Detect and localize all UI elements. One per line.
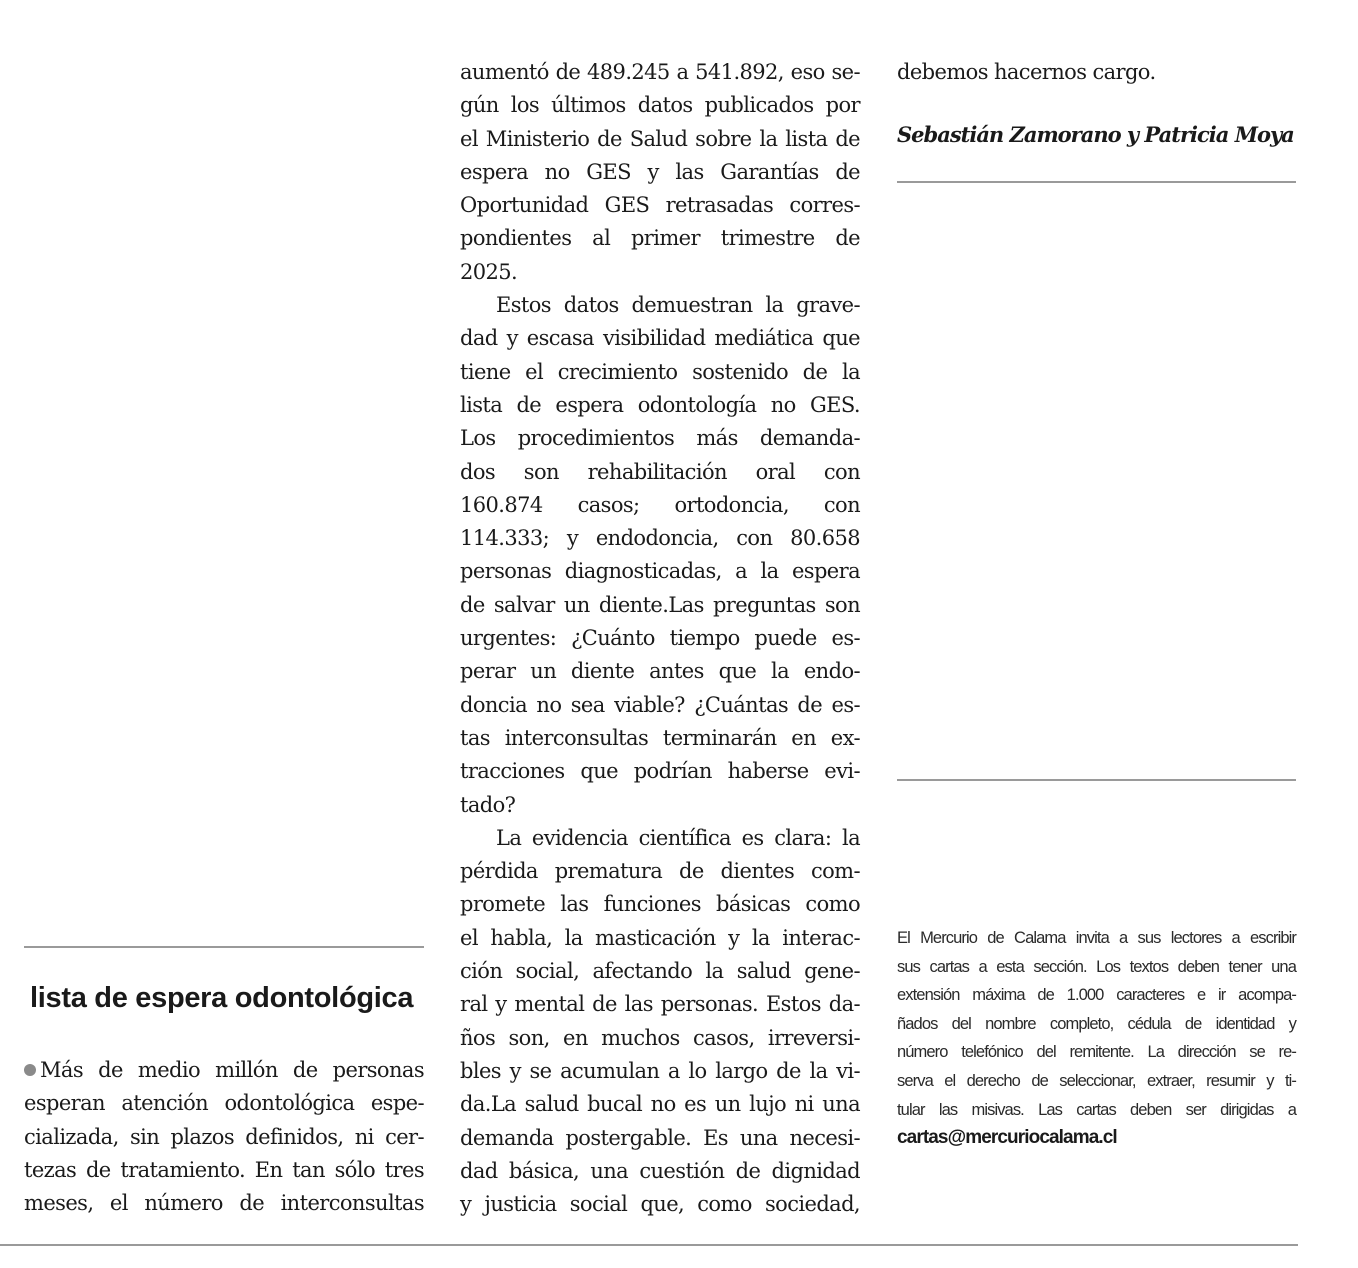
text-line: aumentó de 489.245 a 541.892, eso se- (460, 60, 860, 84)
text-line: ral y mental de las personas. Estos da- (460, 992, 860, 1017)
text-line: da.La salud bucal no es un lujo ni una (460, 1092, 860, 1117)
text-line: 114.333; y endodoncia, con 80.658 (460, 526, 860, 551)
text-line: ños son, en muchos casos, irreversi- (460, 1025, 860, 1050)
page-bottom-divider (0, 1244, 1298, 1246)
text-line: Estos datos demuestran la grave- (496, 293, 860, 318)
text-line: Los procedimientos más demanda- (460, 426, 860, 451)
article-lede (24, 1054, 424, 1220)
text-line: el habla, la masticación y la interac- (460, 925, 860, 950)
text-line: La evidencia científica es clara: la (496, 825, 860, 850)
paragraph-2 (460, 289, 860, 822)
text-line: espera no GES y las Garantías de (460, 159, 860, 184)
left-column-divider (24, 946, 424, 948)
text-line: lista de espera odontología no GES. (460, 392, 860, 417)
text-line: gún los últimos datos publicados por (460, 93, 860, 118)
article-headline: lista de espera odontológica (30, 982, 414, 1014)
paragraph-1 (460, 56, 860, 289)
text-line: promete las funciones básicas como (460, 892, 860, 917)
notice-line: sus cartas a esta sección. Los textos deben tener una (897, 957, 1296, 976)
article-signature: Sebastián Zamorano y Patricia Moya (897, 122, 1294, 147)
text-line: urgentes: ¿Cuánto tiempo puede es- (460, 626, 860, 651)
paragraph-3 (460, 822, 860, 1222)
text-line: tiene el crecimiento sostenido de la (460, 359, 860, 384)
signature-divider (897, 181, 1296, 183)
text-line: dad y escasa visibilidad mediática que (460, 326, 860, 351)
text-line: pondientes al primer trimestre de (460, 226, 860, 251)
text-line: de salvar un diente.Las preguntas son (460, 592, 860, 617)
notice-line: tular las misivas. Las cartas deben ser dirigidas a (897, 1100, 1296, 1119)
text-line: tracciones que podrían haberse evi- (460, 759, 860, 784)
text-line: ción social, afectando la salud gene- (460, 959, 860, 984)
text-line: 160.874 casos; ortodoncia, con (460, 492, 860, 517)
text-line: Oportunidad GES retrasadas corres- (460, 193, 860, 218)
lede-line: meses, el número de interconsultas (24, 1191, 424, 1216)
text-line: 2025. (460, 259, 518, 284)
notice-email-link[interactable]: cartas@mercuriocalama.cl (897, 1127, 1117, 1149)
text-line: tado? (460, 792, 516, 817)
text-line: dad básica, una cuestión de dignidad (460, 1158, 860, 1183)
text-line: perar un diente antes que la endo- (460, 659, 860, 684)
bullet-icon (24, 1064, 36, 1076)
text-line: tas interconsultas terminarán en ex- (460, 725, 860, 750)
text-line: y justicia social que, como sociedad, (460, 1192, 860, 1217)
text-line: pérdida prematura de dientes com- (460, 859, 860, 884)
notice-line: extensión máxima de 1.000 caracteres e ir acompa- (897, 986, 1296, 1005)
text-line: personas diagnosticadas, a la espera (460, 559, 860, 584)
text-line: bles y se acumulan a lo largo de la vi- (460, 1058, 860, 1083)
article-column-2 (460, 56, 860, 1221)
lede-line: esperan atención odontológica espe- (24, 1091, 424, 1116)
text-line: doncia no sea viable? ¿Cuántas de es- (460, 692, 860, 717)
lede-line: Más de medio millón de personas (24, 1054, 424, 1087)
text-line: dos son rehabilitación oral con (460, 459, 860, 484)
letters-notice (897, 924, 1296, 1153)
lede-line: tezas de tratamiento. En tan sólo tres (24, 1157, 424, 1182)
notice-line: serva el derecho de seleccionar, extraer, resumir y ti- (897, 1071, 1296, 1090)
text-line: el Ministerio de Salud sobre la lista de (460, 126, 860, 151)
notice-line: El Mercurio de Calama invita a sus lectores a escribir (897, 929, 1296, 947)
text-line: demanda postergable. Es una necesi- (460, 1125, 860, 1150)
notice-line: ñados del nombre completo, cédula de identidad y (897, 1014, 1296, 1033)
lede-line: cializada, sin plazos definidos, ni cer- (24, 1124, 424, 1149)
article-closing-line: debemos hacernos cargo. (897, 60, 1156, 84)
notice-line: número telefónico del remitente. La dirección se re- (897, 1043, 1296, 1062)
notice-divider (897, 779, 1296, 781)
